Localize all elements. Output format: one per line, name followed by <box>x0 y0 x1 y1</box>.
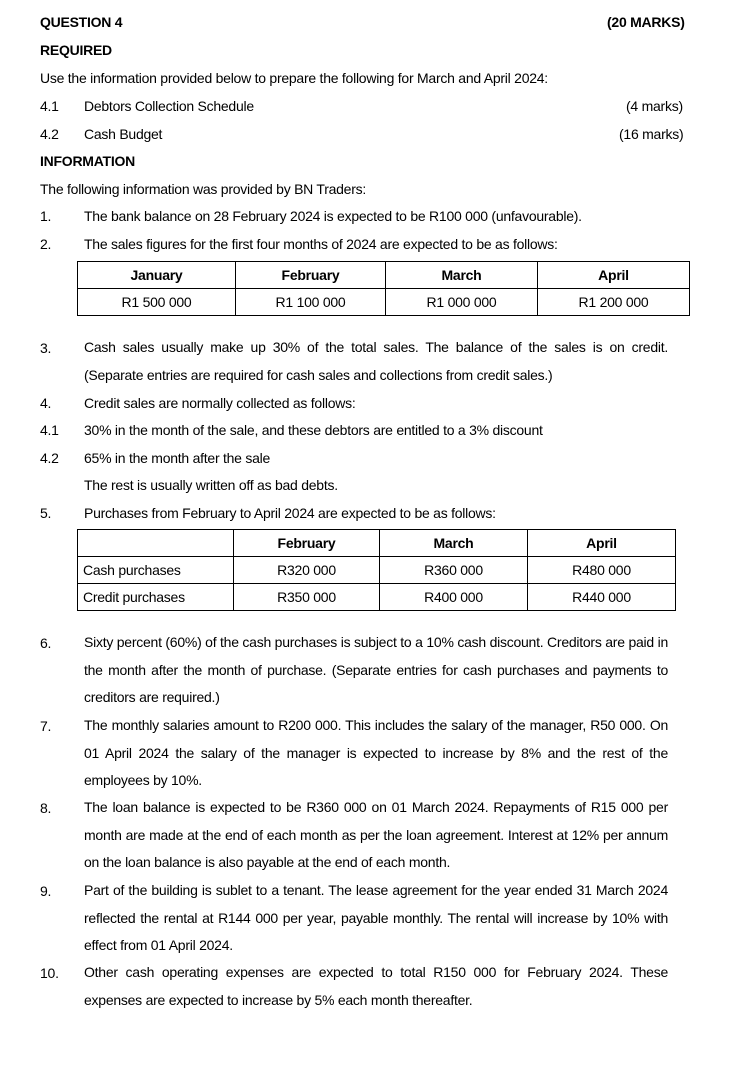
item-text: Other cash operating expenses are expected to total R150 000 for February 2024. These expenses are expected to increase by 5% each month thereafter. <box>84 964 668 1008</box>
table-header-cell: February <box>236 262 386 289</box>
sales-table <box>77 261 690 316</box>
required-item-marks: (4 marks) <box>626 98 683 114</box>
item-number: 7. <box>40 718 52 734</box>
table-cell: R480 000 <box>528 557 676 584</box>
table-header-row <box>78 262 690 289</box>
item-number: 6. <box>40 635 52 651</box>
item-number: 8. <box>40 800 52 816</box>
table-row <box>78 584 676 611</box>
table-row-label: Cash purchases <box>78 557 234 584</box>
item-number: 5. <box>40 505 52 521</box>
item-text: Purchases from February to April 2024 are expected to be as follows: <box>84 505 496 521</box>
purchases-table <box>77 529 676 611</box>
item-text: Cash sales usually make up 30% of the total sales. The balance of the sales is on credit. (Separate entries are required for cash sales and collections from credit sales.) <box>84 339 668 383</box>
table-header-cell: February <box>234 530 380 557</box>
table-header-cell: March <box>380 530 528 557</box>
table-cell: R1 200 000 <box>538 289 690 316</box>
item-text: 30% in the month of the sale, and these debtors are entitled to a 3% discount <box>84 422 543 438</box>
item-text: The bank balance on 28 February 2024 is expected to be R100 000 (unfavourable). <box>84 208 582 224</box>
table-cell: R350 000 <box>234 584 380 611</box>
table-cell: R1 000 000 <box>386 289 538 316</box>
table-cell: R360 000 <box>380 557 528 584</box>
item-text: 65% in the month after the sale <box>84 450 271 466</box>
required-item-number: 4.1 <box>40 98 59 114</box>
table-header-cell: March <box>386 262 538 289</box>
required-item-text: Cash Budget <box>84 126 163 142</box>
item-number: 4.1 <box>40 422 59 438</box>
table-cell: R1 100 000 <box>236 289 386 316</box>
table-header-cell <box>78 530 234 557</box>
item-number: 4.2 <box>40 450 59 466</box>
table-header-cell: January <box>78 262 236 289</box>
table-cell: R440 000 <box>528 584 676 611</box>
table-row-label: Credit purchases <box>78 584 234 611</box>
table-header-cell: April <box>528 530 676 557</box>
item-number: 10. <box>40 965 59 981</box>
item-number: 3. <box>40 340 52 356</box>
item-number: 9. <box>40 883 52 899</box>
item-text: The loan balance is expected to be R360 000 on 01 March 2024. Repayments of R15 000 per month are made at the end of each month as per the loan agreement. Interest at 12% per annum on the loan balance is also payable at the end of each month. <box>84 799 668 870</box>
table-row <box>78 289 690 316</box>
table-cell: R400 000 <box>380 584 528 611</box>
item-text: Credit sales are normally collected as follows: <box>84 395 356 411</box>
item-text: Sixty percent (60%) of the cash purchases is subject to a 10% cash discount. Creditors are paid in the month after the month of purchase. (Separate entries for cash purchases and payments to creditors are required.) <box>84 634 668 705</box>
information-intro: The following information was provided by BN Traders: <box>40 181 367 197</box>
required-heading: REQUIRED <box>40 42 112 58</box>
table-header-cell: April <box>538 262 690 289</box>
item-text: The sales figures for the first four months of 2024 are expected to be as follows: <box>84 236 558 252</box>
table-header-row <box>78 530 676 557</box>
item-text: The rest is usually written off as bad debts. <box>84 477 338 493</box>
required-item-text: Debtors Collection Schedule <box>84 98 254 114</box>
table-cell: R1 500 000 <box>78 289 236 316</box>
table-row <box>78 557 676 584</box>
total-marks: (20 MARKS) <box>607 14 685 30</box>
item-number: 2. <box>40 236 52 252</box>
required-item-number: 4.2 <box>40 126 59 142</box>
item-text: The monthly salaries amount to R200 000. This includes the salary of the manager, R50 000. On 01 April 2024 the salary of the manager is expected to increase by 8% and the rest of the employees by 10%. <box>84 717 668 788</box>
required-intro: Use the information provided below to prepare the following for March and April 2024: <box>40 70 548 86</box>
item-text: Part of the building is sublet to a tenant. The lease agreement for the year ended 31 March 2024 reflected the rental at R144 000 per year, payable monthly. The rental will increase by 10% with effect from 01 April 2024. <box>84 882 668 953</box>
required-item-marks: (16 marks) <box>619 126 684 142</box>
question-title: QUESTION 4 <box>40 14 123 30</box>
table-cell: R320 000 <box>234 557 380 584</box>
information-heading: INFORMATION <box>40 153 135 169</box>
item-number: 4. <box>40 395 52 411</box>
item-number: 1. <box>40 208 52 224</box>
